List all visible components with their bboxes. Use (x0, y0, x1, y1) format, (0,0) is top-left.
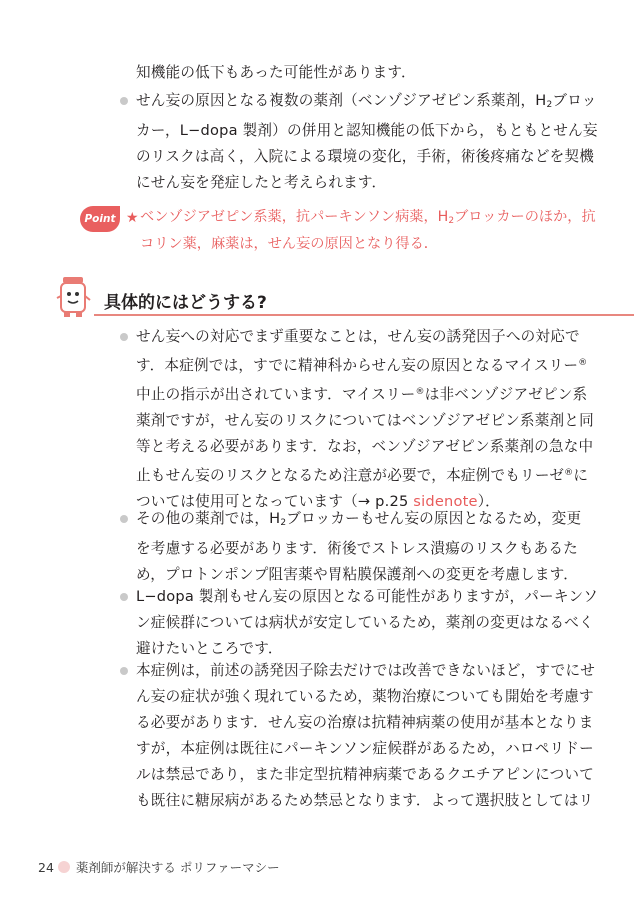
top-text-block (136, 60, 546, 86)
point-text (140, 206, 596, 256)
point-badge: Point (80, 206, 120, 232)
text-line: カー，L−dopa 製剤）の併用と認知機能の低下から，もともとせん妄 (136, 122, 598, 139)
bullet-dot-icon (120, 593, 128, 601)
text-line: すが，本症例は既往にパーキンソン症候群があるため，ハロペリドー (136, 740, 594, 757)
text-line: も既往に糖尿病があるため禁忌となります．よって選択肢としてはリ (136, 792, 594, 809)
book-title: 薬剤師が解決する ポリファーマシー (75, 860, 280, 875)
text-line: ついては使用可となっています（→ p.25 sidenote）． (136, 493, 500, 510)
text-line: にせん妄を発症したと考えられます． (136, 174, 387, 191)
text-line: 等と考える必要があります．なお，ベンゾジアゼピン系薬剤の急な中 (136, 438, 594, 455)
text-line: ん妄の症状が強く現れているため，薬物治療についても開始を考慮す (136, 688, 594, 705)
body-bullet-4 (136, 658, 596, 814)
text-line: め，プロトンポンプ阻害薬や胃粘膜保護剤への変更を考慮します． (136, 566, 579, 583)
text-line: ン症候群については病状が安定しているため，薬剤の変更はなるべく (136, 614, 594, 631)
text-line: を考慮する必要があります．術後でストレス潰瘍のリスクもあるた (136, 540, 578, 557)
top-bullet (136, 88, 598, 196)
footer-dot-icon (58, 861, 70, 873)
text-line: 中止の指示が出されています．マイスリー®は非ベンゾジアゼピン系 (136, 386, 588, 403)
point-line: ベンゾジアゼピン系薬，抗パーキンソン病薬，$H_2$ブロッカーのほか，抗 (140, 209, 596, 226)
bullet-dot-icon (120, 515, 128, 523)
page-number: 24 (38, 859, 54, 875)
text-line: その他の薬剤では，$H_2$ブロッカーもせん妄の原因となるため，変更 (136, 506, 546, 536)
mascot-bottle-icon (52, 274, 98, 320)
body-bullet-1 (136, 324, 594, 515)
body-bullet-3 (136, 584, 599, 662)
bullet-dot-icon (120, 333, 128, 341)
text-line: せん妄への対応でまず重要なことは，せん妄の誘発因子への対応で (136, 324, 546, 350)
point-line: コリン薬，麻薬は，せん妄の原因となり得る． (140, 236, 438, 252)
section-heading (52, 274, 634, 324)
text-line: 本症例は，前述の誘発因子除去だけでは改善できないほど，すでにせ (136, 658, 546, 684)
text-line: ルは禁忌であり，また非定型抗精神病薬であるクエチアピンについて (136, 766, 595, 783)
bullet-dot-icon (120, 97, 128, 105)
text-line: のリスクは高く，入院による環境の変化，手術，術後疼痛などを契機 (136, 148, 595, 165)
text-line: 止もせん妄のリスクとなるため注意が必要で，本症例でもリーゼ®に (136, 467, 589, 484)
sidenote-link[interactable]: sidenote (413, 493, 478, 510)
text-line: 知機能の低下もあった可能性があります． (136, 64, 416, 81)
text-line: す．本症例では，すでに精神科からせん妄の原因となるマイスリー® (136, 357, 588, 374)
text-line: せん妄の原因となる複数の薬剤（ベンゾジアゼピン系薬剤，$H_2$ブロッ (136, 88, 546, 118)
text-line: 薬剤ですが，せん妄のリスクについてはベンゾジアゼピン系薬剤と同 (136, 412, 594, 429)
text-line: L−dopa 製剤もせん妄の原因となる可能性がありますが，パーキンソ (136, 584, 546, 610)
star-icon: ★ (126, 210, 139, 226)
section-divider (94, 314, 634, 316)
text-line: 避けたいところです． (136, 640, 283, 657)
text-line: る必要があります．せん妄の治療は抗精神病薬の使用が基本となりま (136, 714, 594, 731)
point-callout (80, 206, 596, 256)
page-footer (38, 858, 280, 876)
section-title: 具体的にはどうする? (104, 293, 267, 313)
bullet-dot-icon (120, 667, 128, 675)
body-bullet-2 (136, 506, 582, 588)
